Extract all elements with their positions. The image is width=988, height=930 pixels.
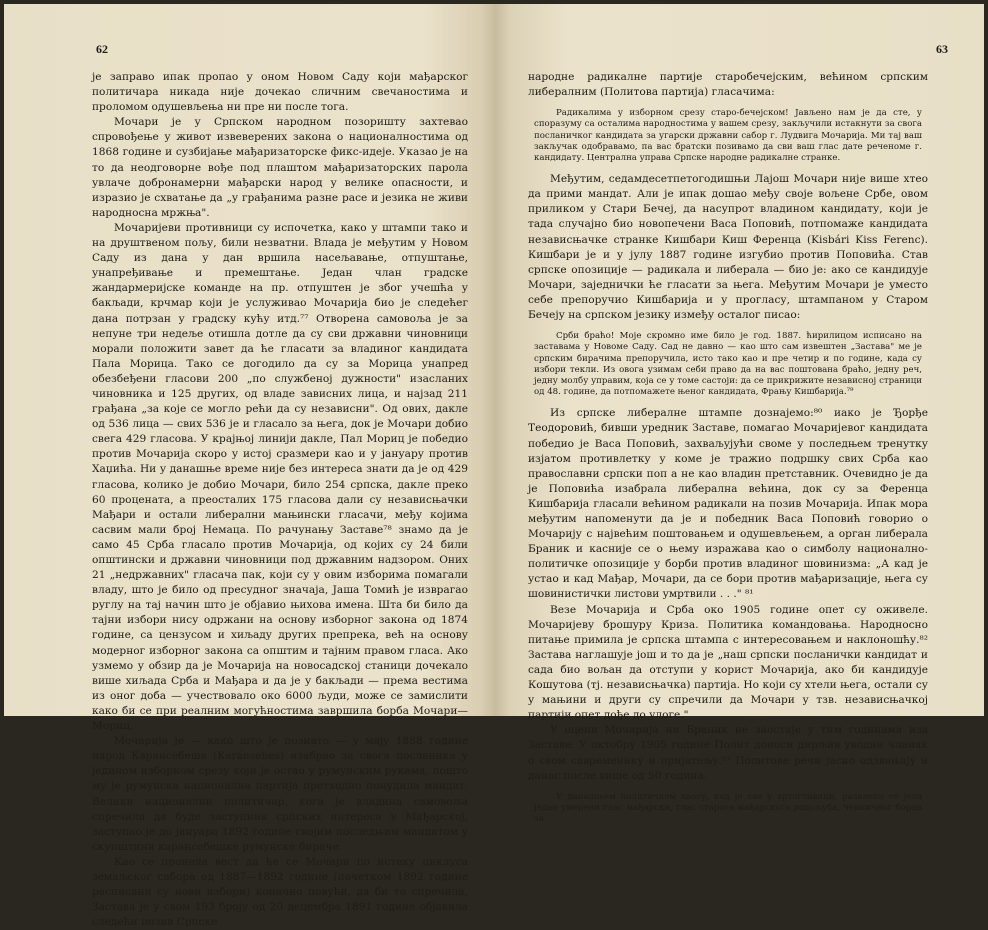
paragraph: је заправо ипак пропао у оном Новом Саду који мађарског политичара никада није дочекао сличним свечаностима и проломом одушевљења ни пре ни после тога. <box>92 71 468 114</box>
quote-text: Радикалима у изборном срезу старо-бечејском! Јављено нам је да сте, у споразуму са осталима народностима у вашем срезу, закључили истакнути за свога посланичког кандидата за угарски државни сабор г. Лудвига Мочарија. Ми тај ваш закључак одобравамо, па вас братски позивамо да сви ваш глас дате реченоме г. кандидату. Централна управа Српске народне радикалне странке. <box>534 108 922 163</box>
paragraph: Мочари је у Српском народном позоришту захтевао спровођење у живот извеверених закона о националностима од 1868 године и сузбијање мађаризаторске фикс-идеје. Указао је на то да неодговорне вође под плаштом мађаризаторских парола увлаче добронамерни мађарски народ у велике опасности, и изразио је схватање да „у грађанима разне расе и језика не живи народносна мржња". <box>92 116 468 219</box>
left-page-body <box>92 70 468 930</box>
paragraph: Из српске либералне штампе дознајемо:⁸⁰ иако је Ђорђе Теодоровић, бивши уредник Заставе, помагао Мочаријевог кандидата победио је Васа Поповић, захваљујући своме у последњем тренутку изјатом противлетку у коме је тражио подршку свих Срба као православни српски поп а не као владин претставник. Очевидно је да је Поповића изабрала либерална већина, док су за Ференца Кишбарија гласали већином радикали на позив Мочарија. Ипак мора међутим напоменути да је и победник Васа Поповић говорио о Мочарију с највећим поштовањем и одушевљењем, а орган либерала Браник и касније се о њему изражава као о симболу национално-политичке опозиције у борби против владиног шовинизма: „А кад је устао и кад Мађар, Мочари, да се бори против мађаризације, њега су шовинистички листови умртвили . . ." ⁸¹ <box>528 407 928 601</box>
right-page-body <box>528 70 928 833</box>
paragraph: народне радикалне партије старобечејским, већином српским либералним (Политова партија) гласачима: <box>528 71 928 99</box>
quoted-mocsary-letter <box>534 331 922 398</box>
quoted-radical-letter <box>534 108 922 164</box>
paragraph: Везе Мочарија и Срба око 1905 године опет су оживеле. Мочаријеву брошуру Криза. Политика командовања. Народносно питање примила је српска штампа с интересовањем и наклоношћу.⁸² Застава наглашује још и то да је „наш српски посланички кандидат и сада био вољан да отступи у корист Мочарија, ако би кандидује Кошутова (тј. независњачка) партија. Но који су хтели њега, остали су у мањини и други су спречили да Мочари у тзв. независњачкој партији опет дође до улоге." <box>528 603 928 722</box>
paragraph: У оцени Мочарија ни Браник не заостаје у тим годинама иза Заставе. У октобру 1905 године Полит доноси дирљив уводни чланак о свом савременику и пријатељу.⁸³ Политове речи јасно одзвањају и данас после више од 50 година. <box>528 724 928 782</box>
right-page-number: 63 <box>936 42 948 56</box>
paragraph: Мочарија је — како што је познато — у мају 1888 године народ Карансебеша (Karánsebes) изабрао за свога посланика у једином изборном срезу који је остао у румунским рукама, пошто му је румунска национална партија претходно понудила мандат. Велики национални политичар, кога је владина самовоља спречила да буде заступник српских интереса у Мађарској, заступао је до јануара 1892 године својим последњим мандатом у скупштини карансебешке румунске бираче. <box>92 735 468 853</box>
paragraph: Као се пронела вест да ће се Мочари по истеку циклуса земаљског сабора од 1887—1892 године (почетком 1892 године расписани су нови избори) коначно повући, да би то спречила, Застава је у свом 193 броју од 20 децембра 1891 године објавила следећи позив Српске <box>92 855 468 929</box>
quoted-editorial <box>534 792 922 826</box>
paragraph: Мочаријеви противници су испочетка, како у штампи тако и на друштвеном пољу, били незватни. Влада је међутим у Новом Саду из дана у дан вршила насељавање, отпуштање, унапређивање и премештање. Један члан градске жандармеријске команде на пр. отпуштен је због учешћа у бакљади, крчмар који је услуживао Мочарија био је следећег дана потрзан у градску кућу итд.⁷⁷ Отворена самовоља је за непуне три недеље отишла дотле да су сви државни чиновници морали положити завет да ће гласати за владиног кандидата Пала Морица. Тако се догодило да су за Морица унапред обезбеђени гласови 200 „по службеној дужности" изасланих чиновника и 125 других, од владе зависних лица, и најзад 211 грађана „за које се могло рећи да су независни". Од ових, дакле од 536 лица — свих 536 је и гласало за њега, док је Мочари добио свега 429 гласова. У крајњој линији дакле, Пал Мориц је победио против Мочарија скоро у истој сразмери као и у јануару против Хаџића. Ни у данашње време није без интереса знати да је од 429 гласова, колико је добио Мочари, било 254 српска, дакле преко 60 процената, а преосталих 175 гласова дали су независњачки Мађари и остали либерални мањински гласачи, међу којима сасвим мали број Немаца. По рачунању Заставе⁷⁸ знамо да је само 45 Срба гласало против Мочарија, од којих су 24 били општински и државни чиновници под државним надзором. Оних 21 „недржавних" гласача пак, који су у овим изборима помагали владу, што је било од пресудног значаја, Јаша Томић је изврагао руглу на тај начин што је објавио њихова имена. Шта би било да тајни избори нису одржани на основу изборног закона од 1874 године, са цензусом и хиљаду других препрека, већ на основу модерног изборног закона са општим и тајним правом гласа. Ако узмемо у обзир да је Мочарија на новосадској станици дочекало више хиљада Срба и Мађара и да је у бакљади — према вестима из оног доба — учествовало око 6000 људи, може се замислити како би се при реалним могућностима завршила борба Мочари—Мориц. <box>92 221 468 733</box>
left-page-number: 62 <box>96 42 108 56</box>
quote-text: Срби браћо! Моје скромно име било је год. 1887. ћирилицом исписано на заставама у Новоме Саду. Сад не давно — као што сам извештен „Застава" ме је српским бирачима препоручила, исто тако као и пре четир и по године, када су избори текли. Из овога узимам себи право да на вас поштована браћо, једну реч, једну молбу управим, која се у томе састоји: да се прикрижите независној страници од 48. године, да потпомажете њеног кандидата, Фрању Кишбарија.⁷⁹ <box>534 331 922 398</box>
left-page <box>4 4 496 929</box>
quote-text: У данашњем политичком хаосу, кад је све у вртоглавици, развлепо се јела један умерени глас мађарски, глас старога мађарскога родољуба, чеиничног борца за <box>534 791 922 825</box>
right-page <box>496 4 984 825</box>
paragraph: Међутим, седамдесетпетогодишњи Лајош Мочари није више хтео да прими мандат. Али је ипак дошао међу своје вољене Србе, овом приликом у Стари Бечеј, да насупрот владином кандидату, који је тада случајно био новопечени Васа Поповић, потпомаже кандидата независњачке странке Кишбари Киш Ференца (Kisbári Kiss Ferenc). Кишбари је и у јулу 1887 године изгубио против Поповића. Став српске опозиције — радикала и либерала — био је: ако се кандидује Мочари, заједнички ће гласати за њега. Међутим Мочари је уместо себе препоручио Кишбарија и у прогласу, штампаном у Старом Бечеју на српском језику између осталог писао: <box>528 173 928 322</box>
